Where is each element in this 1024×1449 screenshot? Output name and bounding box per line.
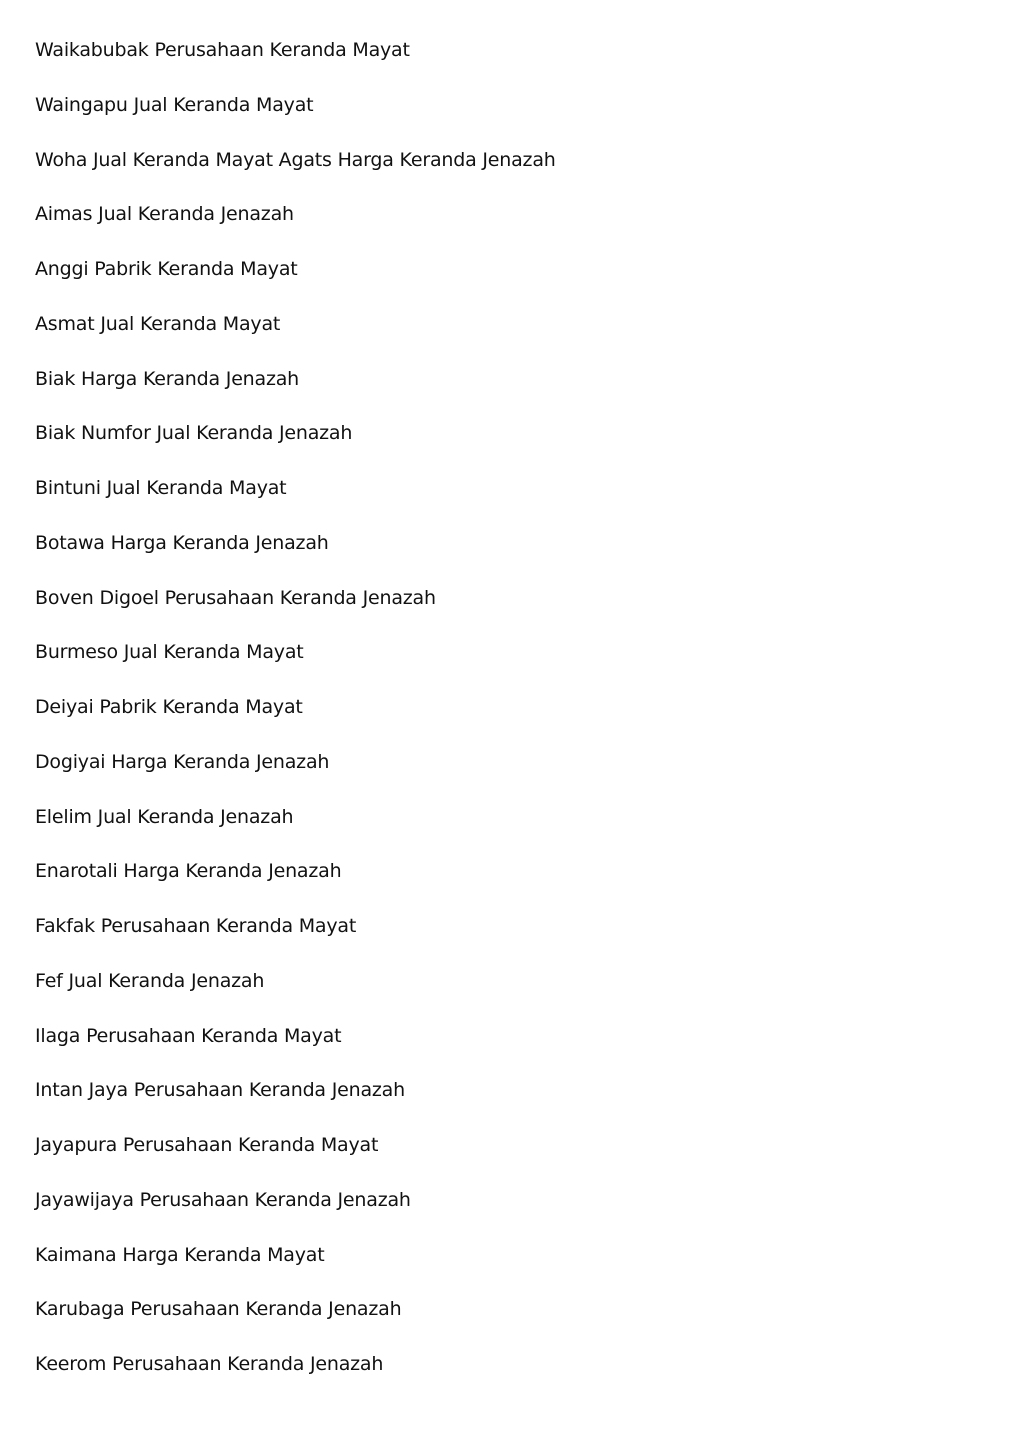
list-item: Fef Jual Keranda Jenazah — [35, 969, 265, 992]
list-item: Waingapu Jual Keranda Mayat — [35, 93, 314, 116]
list-item: Kaimana Harga Keranda Mayat — [35, 1243, 325, 1266]
list-item: Elelim Jual Keranda Jenazah — [35, 805, 294, 828]
list-item: Enarotali Harga Keranda Jenazah — [35, 860, 342, 883]
list-item: Woha Jual Keranda Mayat Agats Harga Keranda Jenazah — [35, 148, 556, 171]
list-item: Aimas Jual Keranda Jenazah — [35, 203, 294, 226]
text-list — [35, 36, 556, 1405]
list-item: Keerom Perusahaan Keranda Jenazah — [35, 1353, 384, 1375]
list-item: Bintuni Jual Keranda Mayat — [35, 477, 287, 499]
list-item: Anggi Pabrik Keranda Mayat — [35, 258, 298, 280]
list-item: Waikabubak Perusahaan Keranda Mayat — [35, 39, 410, 61]
list-item: Fakfak Perusahaan Keranda Mayat — [35, 915, 357, 937]
list-item: Jayapura Perusahaan Keranda Mayat — [35, 1134, 379, 1156]
list-item: Boven Digoel Perusahaan Keranda Jenazah — [35, 586, 436, 609]
list-item: Asmat Jual Keranda Mayat — [35, 312, 281, 335]
list-item: Biak Numfor Jual Keranda Jenazah — [35, 422, 353, 445]
list-item: Intan Jaya Perusahaan Keranda Jenazah — [35, 1079, 405, 1102]
list-item: Botawa Harga Keranda Jenazah — [35, 531, 329, 554]
list-item: Karubaga Perusahaan Keranda Jenazah — [35, 1298, 402, 1321]
list-item: Dogiyai Harga Keranda Jenazah — [35, 750, 330, 773]
list-item: Jayawijaya Perusahaan Keranda Jenazah — [35, 1188, 411, 1211]
list-item: Burmeso Jual Keranda Mayat — [35, 641, 304, 664]
list-item: Biak Harga Keranda Jenazah — [35, 367, 300, 390]
list-item: Deiyai Pabrik Keranda Mayat — [35, 696, 303, 718]
list-item: Ilaga Perusahaan Keranda Mayat — [35, 1024, 342, 1047]
